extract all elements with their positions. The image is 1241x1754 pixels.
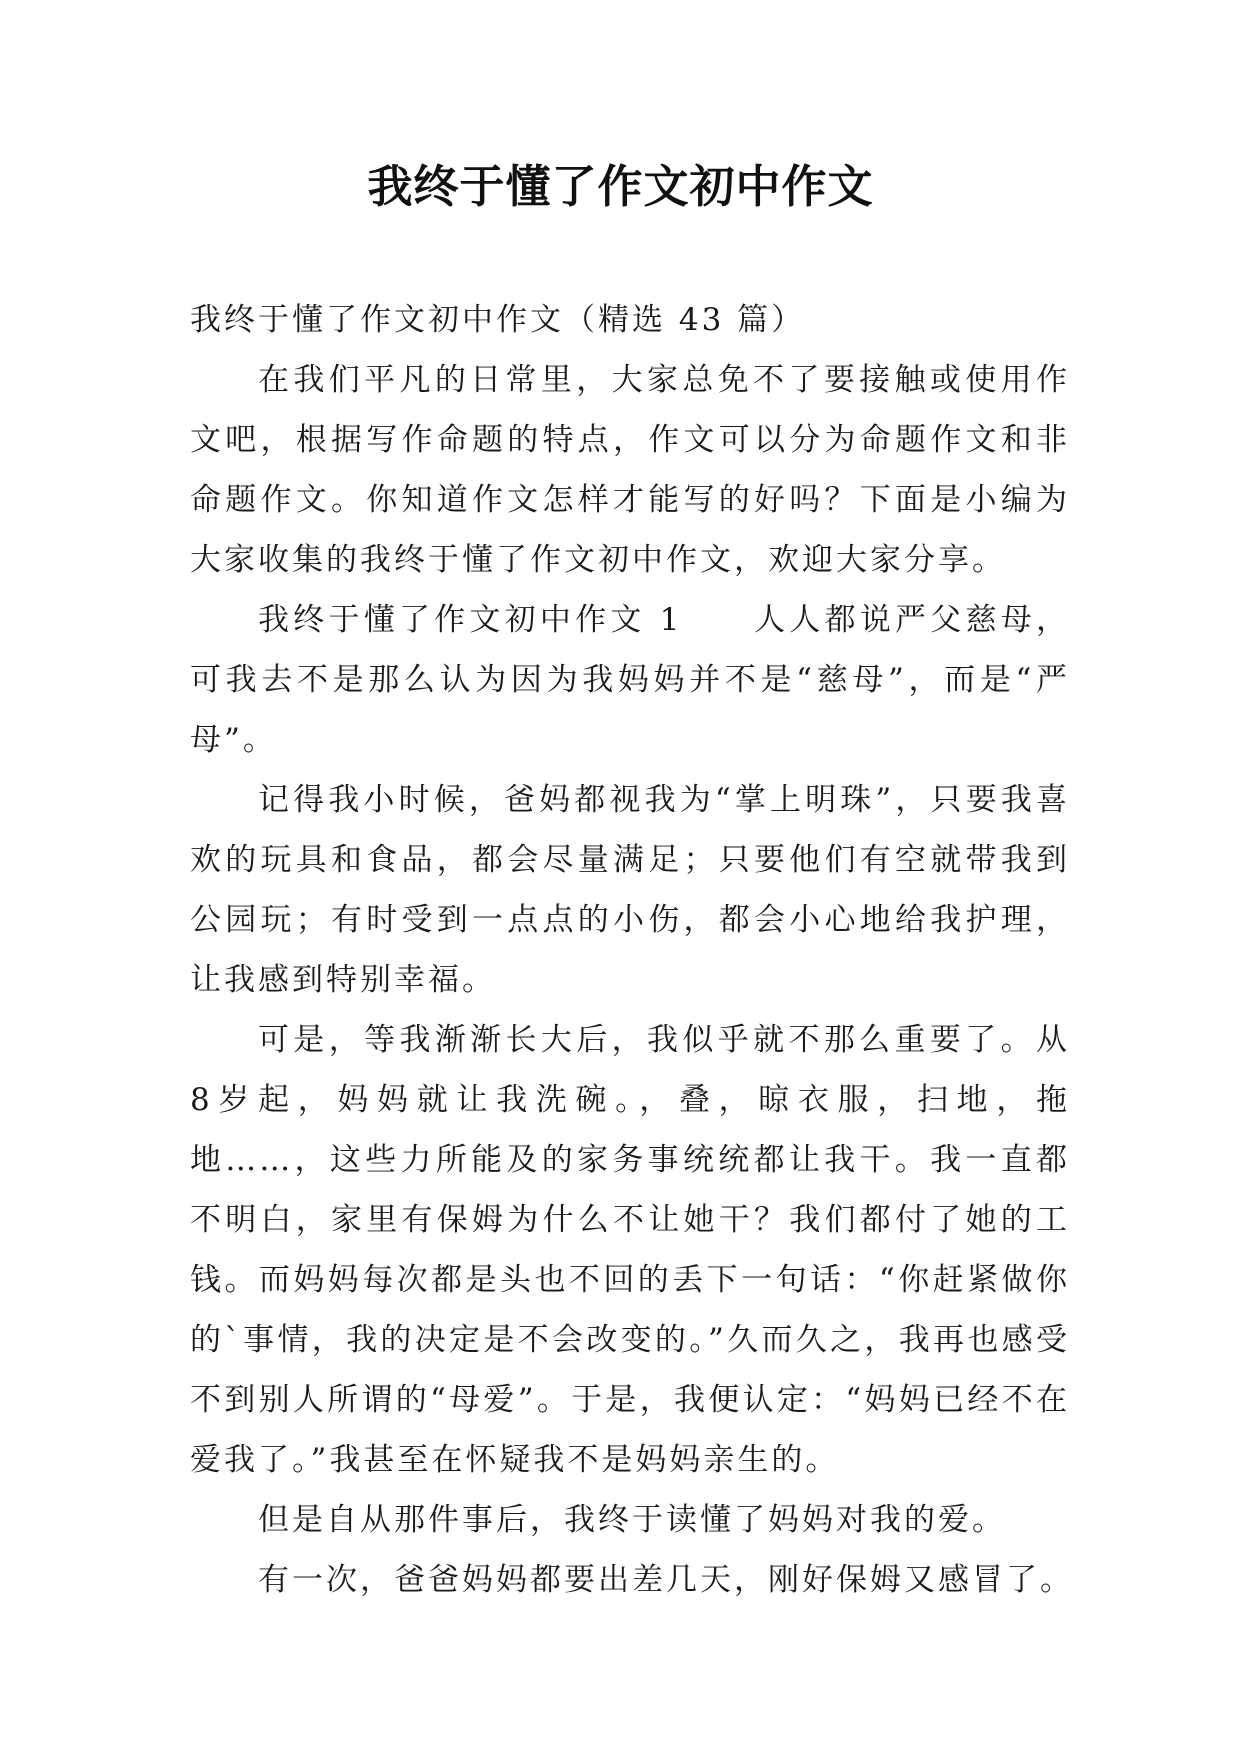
paragraph-growing-up: 可是，等我渐渐长大后，我似乎就不那么重要了。从 8岁起，妈妈就让我洗碗。，叠，晾衣服，扫地，拖地……，这些力所能及的家务事统统都让我干。我一直都不明白，家里有保姆为什么不让她干？我们都付了她的工钱。而妈妈每次都是头也不回的丢下一句话：“你赶紧做你的`事情，我的决定是不会改变的。”久而久之，我再也感受不到别人所谓的“母爱”。于是，我便认定：“妈妈已经不在爱我了。”我甚至在怀疑我不是妈妈亲生的。 xyxy=(190,1022,1070,1478)
document-title: 我终于懂了作文初中作文 xyxy=(367,160,874,213)
paragraph-intro: 在我们平凡的日常里，大家总免不了要接触或使用作文吧，根据写作命题的特点，作文可以分为命题作文和非命题作文。你知道作文怎样才能写的好吗？下面是小编为大家收集的我终于懂了作文初中作文，欢迎大家分享。 xyxy=(190,362,1070,578)
paragraph-business-trip: 有一次，爸爸妈妈都要出差几天，刚好保姆又感冒了。 xyxy=(258,1562,1074,1598)
paragraph-turning-point: 但是自从那件事后，我终于读懂了妈妈对我的爱。 xyxy=(258,1502,1006,1538)
paragraph-essay-1-opening: 我终于懂了作文初中作文 1 人人都说严父慈母，可我去不是那么认为因为我妈妈并不是“慈母”，而是“严母”。 xyxy=(190,602,1070,758)
document-subtitle: 我终于懂了作文初中作文（精选 43 篇） xyxy=(190,302,806,338)
document-body xyxy=(190,290,1074,1610)
paragraph-childhood: 记得我小时候，爸妈都视我为“掌上明珠”，只要我喜欢的玩具和食品，都会尽量满足；只要他们有空就带我到公园玩；有时受到一点点的小伤，都会小心地给我护理，让我感到特别幸福。 xyxy=(190,782,1070,998)
